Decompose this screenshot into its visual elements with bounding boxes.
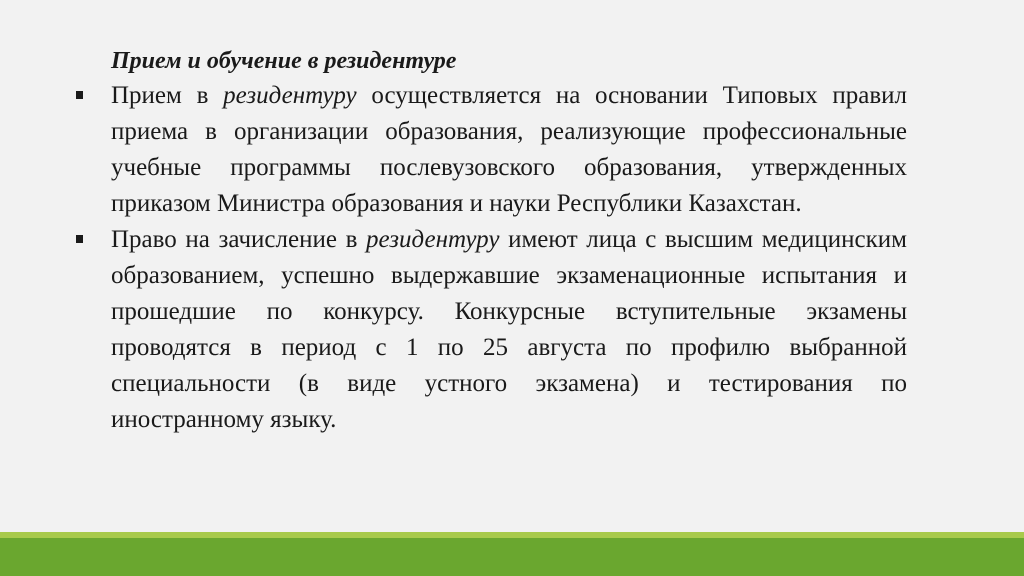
bullet-item-2 (76, 222, 907, 438)
square-bullet-icon (76, 235, 83, 243)
bullet-item-1 (76, 78, 907, 222)
bullet-2-segment-2: резидентуру (366, 226, 500, 253)
bullet-2-segment-3: имеют лица с высшим медицинским образованием, успешно выдержавшие экзаменационные испытания и прошедшие по конкурсу. Конкурсные вступительные экзамены проводятся в период с 1 по 25 августа по профилю выбранной специальности (в виде устного экзамена) и тестирования по иностранному языку. (111, 226, 907, 433)
bullet-1-segment-2: резидентуру (223, 82, 357, 109)
bullet-text-1 (111, 82, 907, 217)
bullet-list (76, 78, 907, 438)
bullet-1-segment-3: осуществляется на основании Типовых правил приема в организации образования, реализующие профессиональные учебные программы послевузовского образования, утвержденных приказом Министра образования и науки Республики Казахстан. (111, 82, 907, 217)
slide-content (76, 44, 907, 438)
bullet-text-2 (111, 226, 907, 433)
bullet-1-segment-1: Прием в (111, 82, 224, 109)
slide-heading: Прием и обучение в резидентуре (111, 48, 457, 74)
bullet-2-segment-1: Право на зачисление в (111, 226, 367, 253)
footer-bar (0, 532, 1024, 576)
square-bullet-icon (76, 91, 83, 99)
footer-green-band (0, 538, 1024, 576)
